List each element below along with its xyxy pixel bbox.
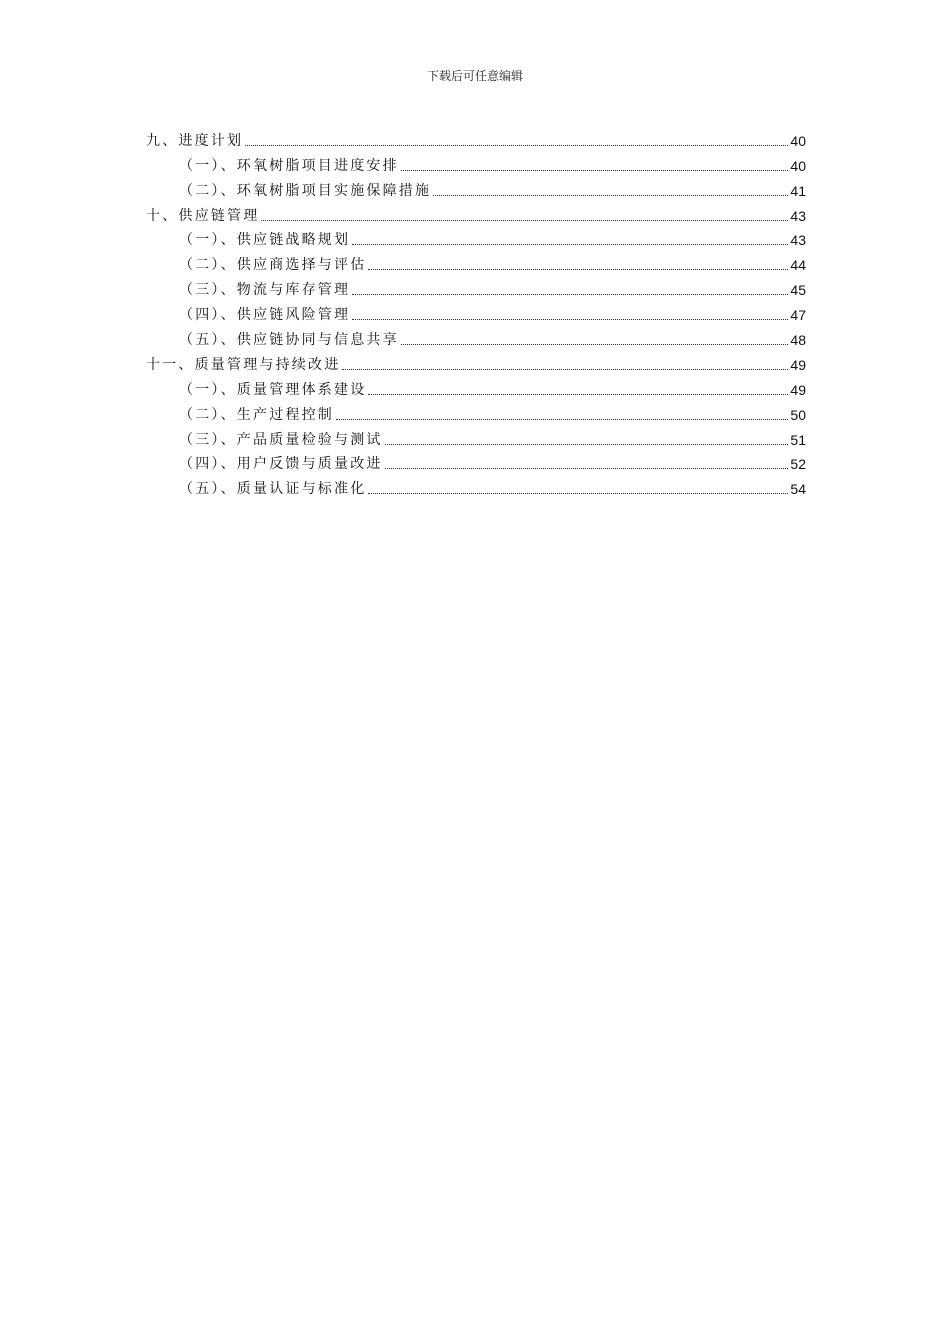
toc-entry[interactable]	[146, 474, 806, 499]
toc-dot-leader	[385, 467, 789, 469]
toc-entry-page: 44	[790, 257, 806, 274]
toc-entry[interactable]	[146, 325, 806, 350]
toc-dot-leader	[385, 443, 789, 445]
toc-entry[interactable]	[146, 176, 806, 201]
toc-entry-label: （五）、质量认证与标准化	[179, 481, 367, 498]
toc-entry-label: 九、进度计划	[146, 132, 244, 149]
toc-entry-page: 49	[790, 381, 806, 398]
toc-entry[interactable]	[146, 300, 806, 325]
toc-entry-label: （一）、环氧树脂项目进度安排	[179, 157, 399, 174]
toc-entry-label: （五）、供应链协同与信息共享	[179, 332, 399, 349]
toc-dot-leader	[368, 268, 788, 270]
toc-entry-label: （一）、质量管理体系建设	[179, 381, 367, 398]
toc-entry-page: 54	[790, 481, 806, 498]
toc-entry-page: 51	[790, 431, 806, 448]
page-header-note: 下载后可任意编辑	[426, 69, 523, 83]
toc-dot-leader	[368, 393, 788, 395]
toc-entry[interactable]	[146, 151, 806, 176]
toc-dot-leader	[352, 293, 788, 295]
toc-dot-leader	[401, 169, 789, 171]
toc-entry-page: 47	[790, 307, 806, 324]
toc-entry-label: （四）、用户反馈与质量改进	[179, 456, 383, 473]
toc-dot-leader	[336, 418, 788, 420]
toc-entry-label: 十、供应链管理	[146, 207, 260, 224]
toc-entry[interactable]	[146, 450, 806, 475]
toc-entry-page: 45	[790, 282, 806, 299]
toc-entry[interactable]	[146, 226, 806, 251]
toc-dot-leader	[245, 144, 788, 146]
toc-entry[interactable]	[146, 425, 806, 450]
toc-entry[interactable]	[146, 350, 806, 375]
toc-entry-page: 43	[790, 207, 806, 224]
toc-dot-leader	[433, 194, 788, 196]
toc-entry[interactable]	[146, 126, 806, 151]
toc-entry-label: （三）、物流与库存管理	[179, 282, 351, 299]
toc-entry[interactable]	[146, 275, 806, 300]
toc-entry-page: 50	[790, 406, 806, 423]
toc-entry-page: 52	[790, 456, 806, 473]
toc-dot-leader	[342, 368, 788, 370]
toc-entry-label: （二）、供应商选择与评估	[179, 257, 367, 274]
toc-entry-page: 49	[790, 356, 806, 373]
table-of-contents	[146, 126, 806, 499]
toc-entry-page: 40	[790, 157, 806, 174]
toc-entry-page: 48	[790, 332, 806, 349]
toc-entry-page: 43	[790, 232, 806, 249]
toc-entry-label: （一）、供应链战略规划	[179, 232, 351, 249]
toc-entry[interactable]	[146, 201, 806, 226]
toc-dot-leader	[401, 343, 789, 345]
toc-entry-label: （二）、生产过程控制	[179, 406, 334, 423]
toc-entry-label: （二）、环氧树脂项目实施保障措施	[179, 182, 432, 199]
toc-entry-label: 十一、质量管理与持续改进	[146, 356, 341, 373]
toc-dot-leader	[352, 243, 788, 245]
toc-entry-page: 40	[790, 132, 806, 149]
toc-entry[interactable]	[146, 400, 806, 425]
toc-dot-leader	[261, 219, 788, 221]
toc-entry[interactable]	[146, 250, 806, 275]
toc-dot-leader	[352, 318, 788, 320]
toc-entry[interactable]	[146, 375, 806, 400]
toc-dot-leader	[368, 492, 788, 494]
toc-entry-label: （三）、产品质量检验与测试	[179, 431, 383, 448]
toc-entry-page: 41	[790, 182, 806, 199]
toc-entry-label: （四）、供应链风险管理	[179, 307, 351, 324]
